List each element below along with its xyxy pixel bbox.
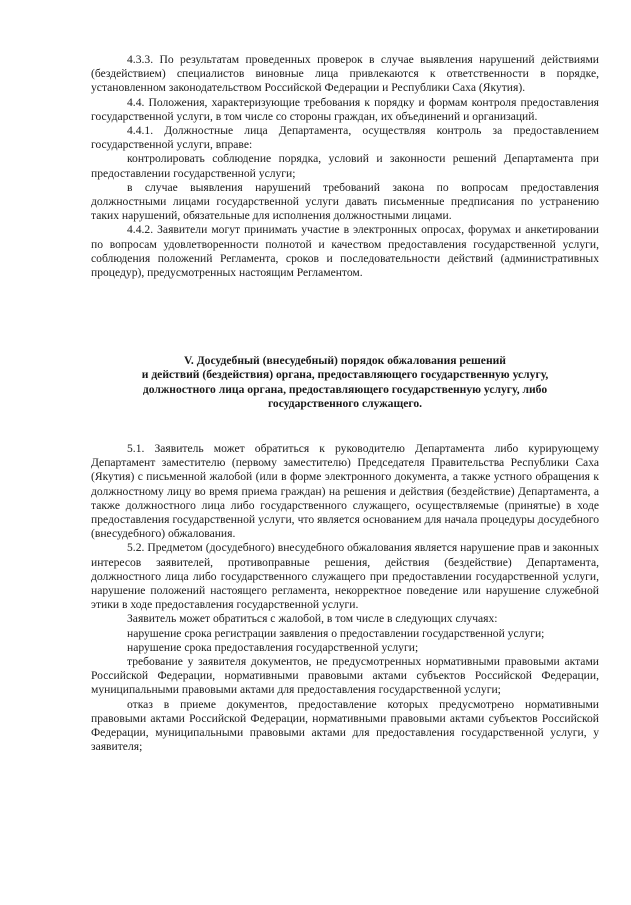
- paragraph-control-item-1: контролировать соблюдение порядка, условий и законности решений Департамента при предоставлении государственной услуги;: [91, 152, 599, 180]
- heading-line-1: V. Досудебный (внесудебный) порядок обжалования решений: [184, 354, 506, 367]
- paragraph-5-2: 5.2. Предметом (досудебного) внесудебного обжалования является нарушение прав и законных интересов заявителей, противоправные решения, действия (бездействие) Департамента, должностного лица либо государственного служащего при предоставлении государственной услуги, нарушение положений настоящего регламента, некорректное поведение или нарушение служебной этики в ходе предоставления государственной услуги.: [91, 541, 599, 612]
- section-5-heading: [100, 354, 590, 412]
- paragraph-case-1: нарушение срока регистрации заявления о предоставлении государственной услуги;: [127, 626, 545, 640]
- paragraph-4-4: 4.4. Положения, характеризующие требования к порядку и формам контроля предоставления государственной услуги, в том числе со стороны граждан, их объединений и организаций.: [91, 95, 599, 123]
- paragraph-complaint-intro: Заявитель может обратиться с жалобой, в том числе в следующих случаях:: [127, 612, 498, 626]
- heading-line-2: и действий (бездействия) органа, предоставляющего государственную услугу,: [141, 368, 549, 382]
- paragraph-4-4-2: 4.4.2. Заявители могут принимать участие в электронных опросах, форумах и анкетировании по вопросам удовлетворенности полнотой и качеством предоставления государственной услуги, соблюдения положений Регламента, сроков и последовательности действий (административных процедур), предусмотренных настоящим Регламентом.: [91, 223, 599, 280]
- heading-line-4: государственного служащего.: [267, 397, 423, 411]
- heading-line-3: должностного лица органа, предоставляющего государственную услугу, либо: [142, 382, 548, 396]
- paragraph-case-4: отказ в приеме документов, предоставление которых предусмотрено нормативными правовыми актами Российской Федерации, нормативными правовыми актами субъектов Российской Федерации, муниципальными правовыми актами для предоставления государственной услуги, у заявителя;: [91, 697, 599, 754]
- paragraph-case-2: нарушение срока предоставления государственной услуги;: [127, 640, 419, 654]
- paragraph-4-3-3: 4.3.3. По результатам проведенных проверок в случае выявления нарушений действиями (бездействием) специалистов виновные лица привлекаются к ответственности в порядке, установленном законодательством Российской Федерации и Республики Саха (Якутия).: [91, 53, 599, 95]
- section-4-block: [91, 53, 599, 280]
- paragraph-control-item-2: в случае выявления нарушений требований закона по вопросам предоставления должностными лицами государственной услуги давать письменные предписания по устранению таких нарушений, обязательные для исполнения должностными лицами.: [91, 180, 599, 223]
- paragraph-5-1: 5.1. Заявитель может обратиться к руководителю Департамента либо курирующему Департамент заместителю (первому заместителю) Председателя Правительства Республики Саха (Якутия) с письменной жалобой (или в форме электронного документа, а также устного обращения к должностному лицу во время приема граждан) на решения и действия (бездействие) Департамента, а также должностного лица либо государственного служащего, осуществляемые (принятые) в ходе предоставления государственной услуги, что является основанием для начала процедуры досудебного (внесудебного) обжалования.: [91, 442, 599, 541]
- paragraph-case-3: требование у заявителя документов, не предусмотренных нормативными правовыми актами Российской Федерации, нормативными правовыми актами субъектов Российской Федерации, муниципальными правовыми актами для предоставления государственной услуги;: [91, 655, 599, 697]
- paragraph-4-4-1: 4.4.1. Должностные лица Департамента, осуществляя контроль за предоставлением государственной услуги, вправе:: [91, 124, 599, 152]
- section-5-block: [91, 442, 599, 754]
